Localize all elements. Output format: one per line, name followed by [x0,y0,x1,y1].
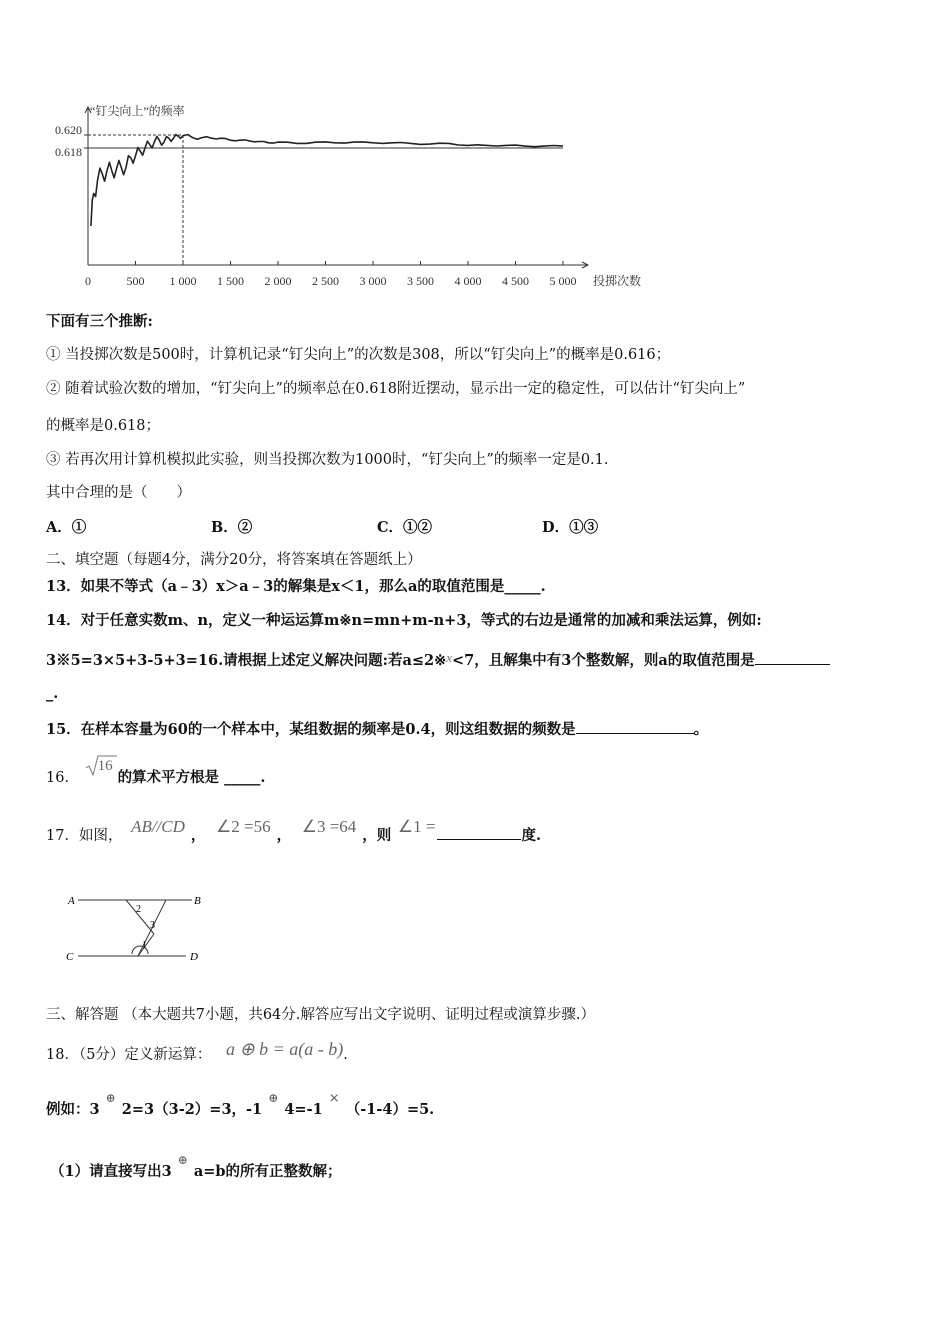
example-part-1: 例如：3 [46,1101,100,1118]
x-tick-label: 2 000 [264,274,292,288]
option-a[interactable] [46,516,86,537]
sqrt-radicand: 16 [97,758,113,774]
point-b: B [194,895,201,907]
option-c-label: C．①② [377,519,433,536]
question-13-text: 13．如果不等式（a﹣3）x＞a﹣3的解集是x＜1，那么a的取值范围是_____. [46,578,546,595]
x-tick-label: 2 500 [312,274,339,288]
question-14-line3: _. [46,685,59,702]
statement-3: ③ 若再次用计算机模拟此实验，则当投掷次数为1000时，“钉尖向上”的频率一定是0.1. [46,452,609,468]
y-tick-label: 0.618 [55,145,82,159]
angle-label-3: 3 [150,920,155,931]
x-tick-label: 1 000 [169,274,197,288]
section-2-heading: 二、填空题（每题4分，满分20分，将答案填在答题纸上） [46,552,422,568]
question-18 [46,1039,348,1065]
sqrt-expression [84,758,118,784]
question-16-number: 16． [46,770,79,786]
x-tick-label: 1 500 [217,274,244,288]
times-icon: × [328,1091,340,1106]
question-14-text: 14．对于任意实数m、n，定义一种运运算m※n=mn+m-n+3，等式的右边是通常的加减和乘法运算，例如: [46,612,762,629]
math-angle-1: ∠1 = [397,817,436,836]
x-tick-label: 5 000 [549,274,577,288]
x-tick-label: 4 500 [502,274,529,288]
x-tick-label: 0 [85,274,91,288]
section-3-heading: 三、解答题 （本大题共7小题，共64分.解答应写出文字说明、证明过程或演算步骤.） [46,1007,596,1023]
point-a: A [68,895,75,907]
parallel-lines-figure [60,888,220,970]
oplus-icon-1: ⊕ [105,1091,116,1105]
example-line [46,1091,435,1121]
question-17 [46,817,542,846]
formula-new-op: a ⊕ b = a(a - b) [226,1039,344,1059]
math-parallel: AB//CD [131,817,185,836]
option-b[interactable] [211,516,252,537]
variable-x: x [446,650,453,665]
question-17-then: ，则 [362,827,392,844]
angle-label-2: 2 [136,904,141,915]
math-angle-2: ∠2 =56 [216,817,271,836]
example-part-2: 2=3（3-2）=3，-1 [121,1101,263,1118]
question-16 [46,758,266,788]
option-d[interactable] [542,516,598,537]
statement-1: ① 当投掷次数是500时，计算机记录“钉尖向上”的次数是308，所以“钉尖向上”的概率是0.616； [46,347,671,363]
part-1 [50,1153,342,1182]
question-15 [46,719,708,740]
oplus-icon-2: ⊕ [268,1091,279,1105]
math-angle-3: ∠3 =64 [301,817,357,836]
question-16-text: 的算术平方根是 _____. [117,769,266,786]
question-18-dot: . [343,1047,348,1063]
x-tick-label: 3 000 [359,274,387,288]
angle-label-1: 1 [142,940,147,951]
answer-blank-15[interactable] [576,719,694,734]
part-1-text-1: （1）请直接写出3 [50,1163,172,1180]
example-part-3: 4=-1 [284,1101,323,1118]
intro-text: 下面有三个推断: [46,313,153,330]
point-d: D [190,951,198,963]
chart-xlabel: 投掷次数 [593,274,642,288]
question-18-text: 18．（5分）定义新运算： [46,1047,212,1063]
x-tick-label: 500 [126,274,145,288]
y-tick-label: 0.620 [55,123,82,137]
oplus-icon-3: ⊕ [177,1153,188,1167]
option-d-label: D．①③ [542,519,599,536]
statement-2-cont: 的概率是0.618； [46,418,161,434]
option-c[interactable] [377,516,432,537]
answer-blank-17[interactable] [437,825,521,840]
comma-1: ， [190,827,206,844]
x-tick-label: 3 500 [407,274,434,288]
comma-2: ， [276,827,292,844]
question-14-part1: 3※5=3×5+3-5+3=16.请根据上述定义解决问题:若a≤2※ [46,652,447,669]
question-13 [46,577,546,597]
question-14-line2 [46,648,830,671]
question-14 [46,611,762,631]
frequency-line-chart [40,95,670,295]
question-15-text: 15．在样本容量为60的一个样本中，某组数据的频率是0.4，则这组数据的频数是 [46,721,576,738]
example-part-4: （-1-4）=5. [345,1101,435,1118]
option-b-label: B．② [211,519,253,536]
question-14-part2: <7，且解集中有3个整数解，则a的取值范围是 [452,652,755,669]
statement-2: ② 随着试验次数的增加，“钉尖向上”的频率总在0.618附近摆动，显示出一定的稳定性，可以估计“钉尖向上” [46,381,746,397]
part-1-text-2: a=b的所有正整数解； [193,1163,342,1180]
question-15-end: 。 [693,721,709,738]
x-tick-label: 4 000 [454,274,482,288]
question-17-number: 17．如图， [46,828,123,844]
chart-ylabel: “钉尖向上”的频率 [90,104,185,118]
answer-blank-14[interactable] [755,650,830,665]
question-17-end: 度. [521,827,542,844]
question-prompt: 其中合理的是（ ） [46,485,191,501]
point-c: C [66,951,74,963]
option-a-label: A．① [46,519,87,536]
